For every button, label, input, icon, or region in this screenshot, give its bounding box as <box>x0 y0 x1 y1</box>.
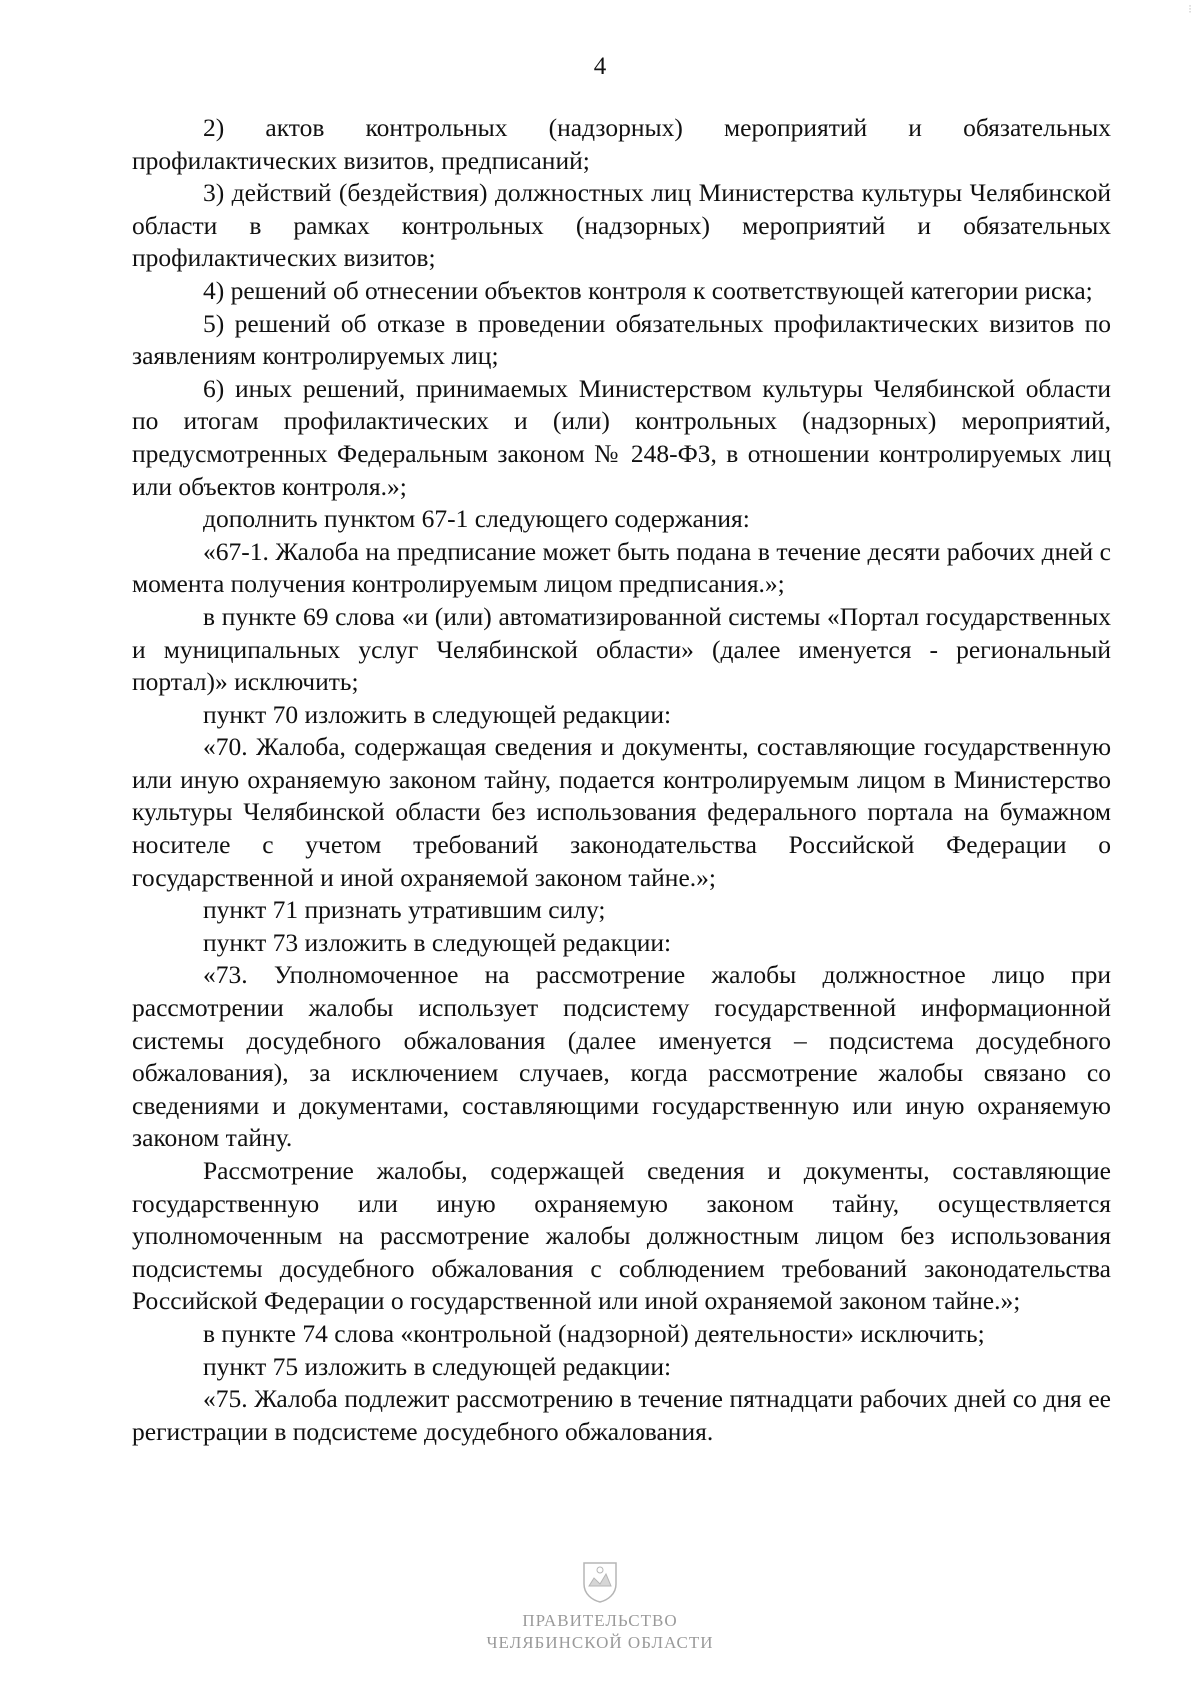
paragraph: дополнить пунктом 67-1 следующего содержания: <box>203 504 750 534</box>
paragraph: 4) решений об отнесении объектов контроля к соответствующей категории риска; <box>203 275 1093 305</box>
paragraph: 2) актов контрольных (надзорных) мероприятий и обязательных профилактических визитов, предписаний; <box>132 113 1111 175</box>
government-stamp <box>0 1560 1200 1654</box>
paragraph: «75. Жалоба подлежит рассмотрению в течение пятнадцати рабочих дней со дня ее регистрации в подсистеме досудебного обжалования. <box>132 1384 1111 1446</box>
scan-mark-icon: ⁝ <box>1188 2 1192 16</box>
paragraph: 5) решений об отказе в проведении обязательных профилактических визитов по заявлениям контролируемых лиц; <box>132 308 1111 371</box>
paragraph: пункт 73 изложить в следующей редакции: <box>203 927 672 957</box>
paragraph: пункт 75 изложить в следующей редакции: <box>203 1351 672 1381</box>
paragraph: «70. Жалоба, содержащая сведения и документы, составляющие государственную или иную охраняемую законом тайну, подается контролируемым лицом в Министерство культуры Челябинской области без использования федерального портала на бумажном носителе с учетом требований законодательства Российской Федерации о государственной и иной охраняемой законом тайне.»; <box>132 732 1111 892</box>
paragraph: «67-1. Жалоба на предписание может быть подана в течение десяти рабочих дней с момента получения контролируемым лицом предписания.»; <box>132 536 1111 599</box>
paragraph: пункт 71 признать утратившим силу; <box>203 895 606 925</box>
stamp-line-1: ПРАВИТЕЛЬСТВО <box>522 1611 678 1630</box>
page-number: 4 <box>593 53 607 80</box>
paragraph: 3) действий (бездействия) должностных лиц Министерства культуры Челябинской области в рамках контрольных (надзорных) мероприятий и обязательных профилактических визитов; <box>132 178 1111 273</box>
document-body <box>132 112 1111 1448</box>
paragraph: в пункте 69 слова «и (или) автоматизированной системы «Портал государственных и муниципальных услуг Челябинской области» (далее именуется - региональный портал)» исключить; <box>132 601 1111 697</box>
paragraph: 6) иных решений, принимаемых Министерством культуры Челябинской области по итогам профилактических и (или) контрольных (надзорных) мероприятий, предусмотренных Федеральным законом № 248-ФЗ, в отношении контролируемых лиц или объектов контроля.»; <box>132 373 1111 501</box>
stamp-line-2: ЧЕЛЯБИНСКОЙ ОБЛАСТИ <box>486 1633 714 1652</box>
paragraph: «73. Уполномоченное на рассмотрение жалобы должностное лицо при рассмотрении жалобы использует подсистему государственной информационной системы досудебного обжалования (далее именуется – подсистема досудебного обжалования), за исключением случаев, когда рассмотрение жалобы связано со сведениями и документами, составляющими государственную или иную охраняемую законом тайну. <box>132 960 1111 1153</box>
coat-of-arms-icon <box>580 1560 620 1604</box>
paragraph: в пункте 74 слова «контрольной (надзорной) деятельности» исключить; <box>203 1318 985 1348</box>
paragraph: Рассмотрение жалобы, содержащей сведения и документы, составляющие государственную или иную охраняемую законом тайну, осуществляется уполномоченным на рассмотрение жалобы должностным лицом без использования подсистемы досудебного обжалования с соблюдением требований законодательства Российской Федерации о государственной или иной охраняемой законом тайне.»; <box>132 1156 1111 1316</box>
paragraph: пункт 70 изложить в следующей редакции: <box>203 699 672 729</box>
